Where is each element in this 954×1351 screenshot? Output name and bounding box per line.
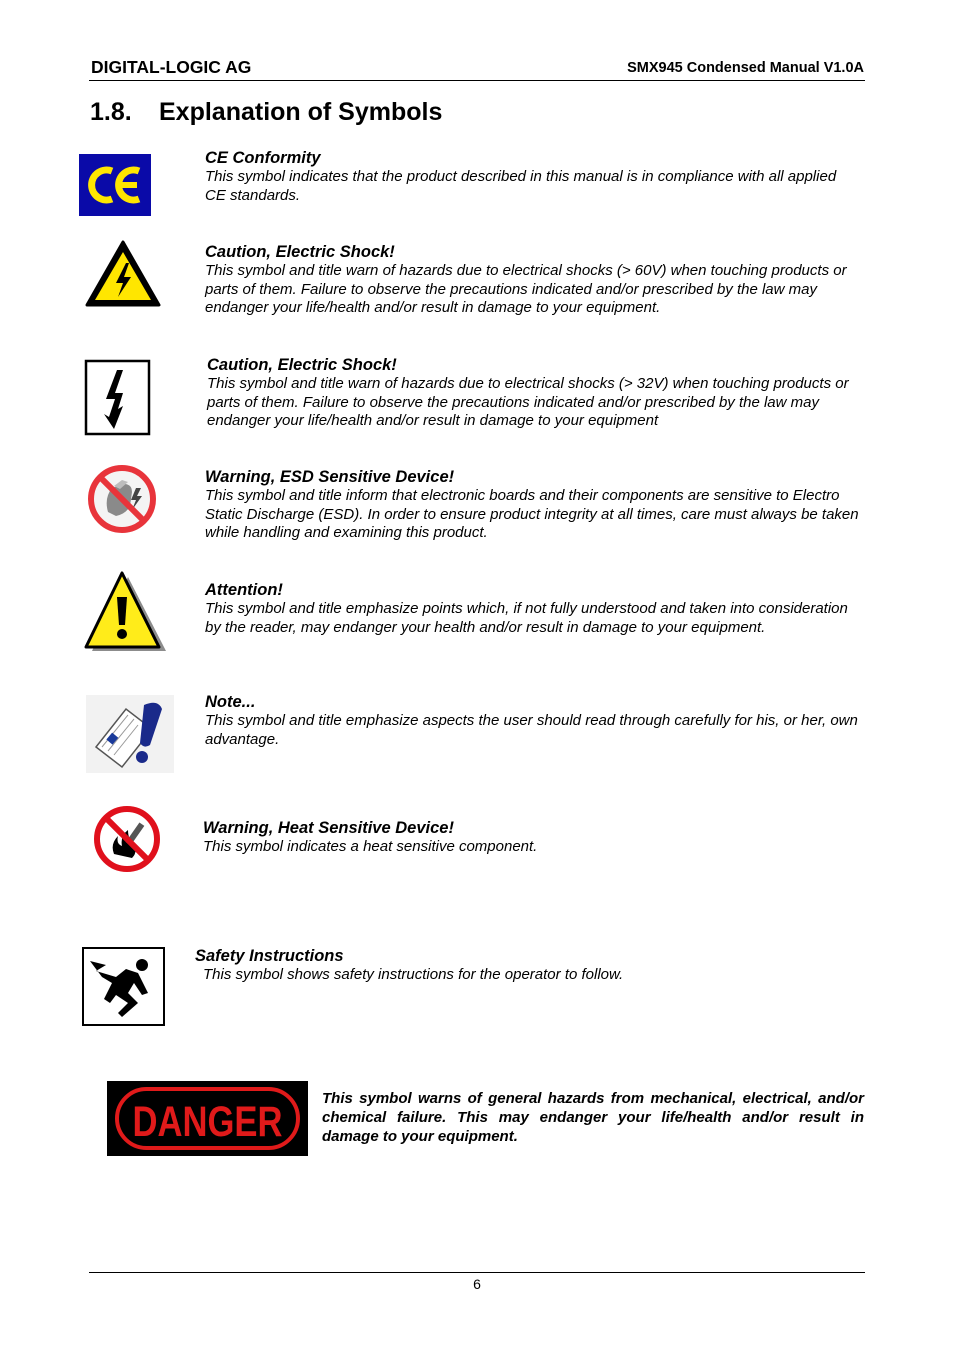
symbol-title: Safety Instructions [195, 947, 344, 965]
symbol-description: This symbol shows safety instructions for the operator to follow. [203, 966, 624, 983]
symbol-title: Warning, Heat Sensitive Device! [203, 819, 454, 837]
danger-sign-label: DANGER [132, 1098, 283, 1146]
symbol-entry-electric-shock-32v [207, 355, 862, 431]
symbol-description: This symbol and title emphasize aspects the user should read through carefully for his, or her, own advantage. [205, 712, 858, 748]
manual-title: SMX945 Condensed Manual V1.0A [627, 60, 864, 76]
ce-mark-icon [79, 154, 151, 216]
heat-sensitive-icon [92, 804, 162, 874]
symbol-description: This symbol and title inform that electronic boards and their components are sensitive to Electro Static Discharge (ESD). In order to ensure product integrity at all times, care must always be taken while handling and examining this product. [205, 487, 859, 542]
symbol-entry-esd [205, 467, 860, 543]
electric-shock-triangle-icon [84, 239, 162, 309]
danger-sign-icon [107, 1081, 308, 1156]
symbol-title: Warning, ESD Sensitive Device! [205, 468, 455, 486]
section-title: Explanation of Symbols [159, 98, 443, 126]
symbol-description: This symbol indicates that the product described in this manual is in compliance with all applied CE standards. [205, 168, 837, 204]
symbol-entry-electric-shock-60v [205, 242, 860, 318]
esd-warning-icon [86, 462, 158, 536]
symbol-entry-note [205, 692, 860, 749]
symbol-entry-safety-instructions [195, 946, 850, 985]
symbol-title: CE Conformity [205, 149, 321, 167]
symbol-description: This symbol indicates a heat sensitive component. [203, 838, 538, 855]
symbol-entry-attention [205, 580, 860, 637]
company-name: DIGITAL-LOGIC AG [91, 57, 252, 77]
section-heading [90, 98, 442, 127]
footer-divider [89, 1272, 865, 1273]
note-icon [86, 695, 174, 773]
symbol-title: Note... [205, 693, 256, 711]
symbol-entry-heat-sensitive [203, 818, 858, 857]
lightning-box-icon [84, 359, 152, 437]
page-number: 6 [473, 1276, 481, 1292]
header-divider [89, 80, 865, 81]
safety-instructions-icon [82, 947, 166, 1027]
section-number: 1.8. [90, 98, 132, 126]
symbol-title: Caution, Electric Shock! [207, 356, 397, 374]
danger-description: This symbol warns of general hazards from mechanical, electrical, and/or chemical failure. This may endanger your life/health and/or result in damage to your equipment. [322, 1090, 864, 1145]
symbol-description: This symbol and title warn of hazards due to electrical shocks (> 60V) when touching products or parts of them. Failure to observe the precautions indicated and/or prescribed by the law may endanger your life/health and/or result in damage to your equipment. [205, 262, 847, 317]
attention-triangle-icon [84, 569, 168, 655]
symbol-entry-ce [205, 148, 860, 205]
symbol-title: Attention! [205, 581, 283, 599]
symbol-description: This symbol and title warn of hazards due to electrical shocks (> 32V) when touching products or parts of them. Failure to observe the precautions indicated and/or prescribed by the law may endanger your life/health and/or result in damage to your equipment [207, 375, 849, 430]
symbol-title: Caution, Electric Shock! [205, 243, 395, 261]
symbol-description: This symbol and title emphasize points which, if not fully understood and taken into consideration by the reader, may endanger your health and/or result in damage to your equipment. [205, 600, 848, 636]
